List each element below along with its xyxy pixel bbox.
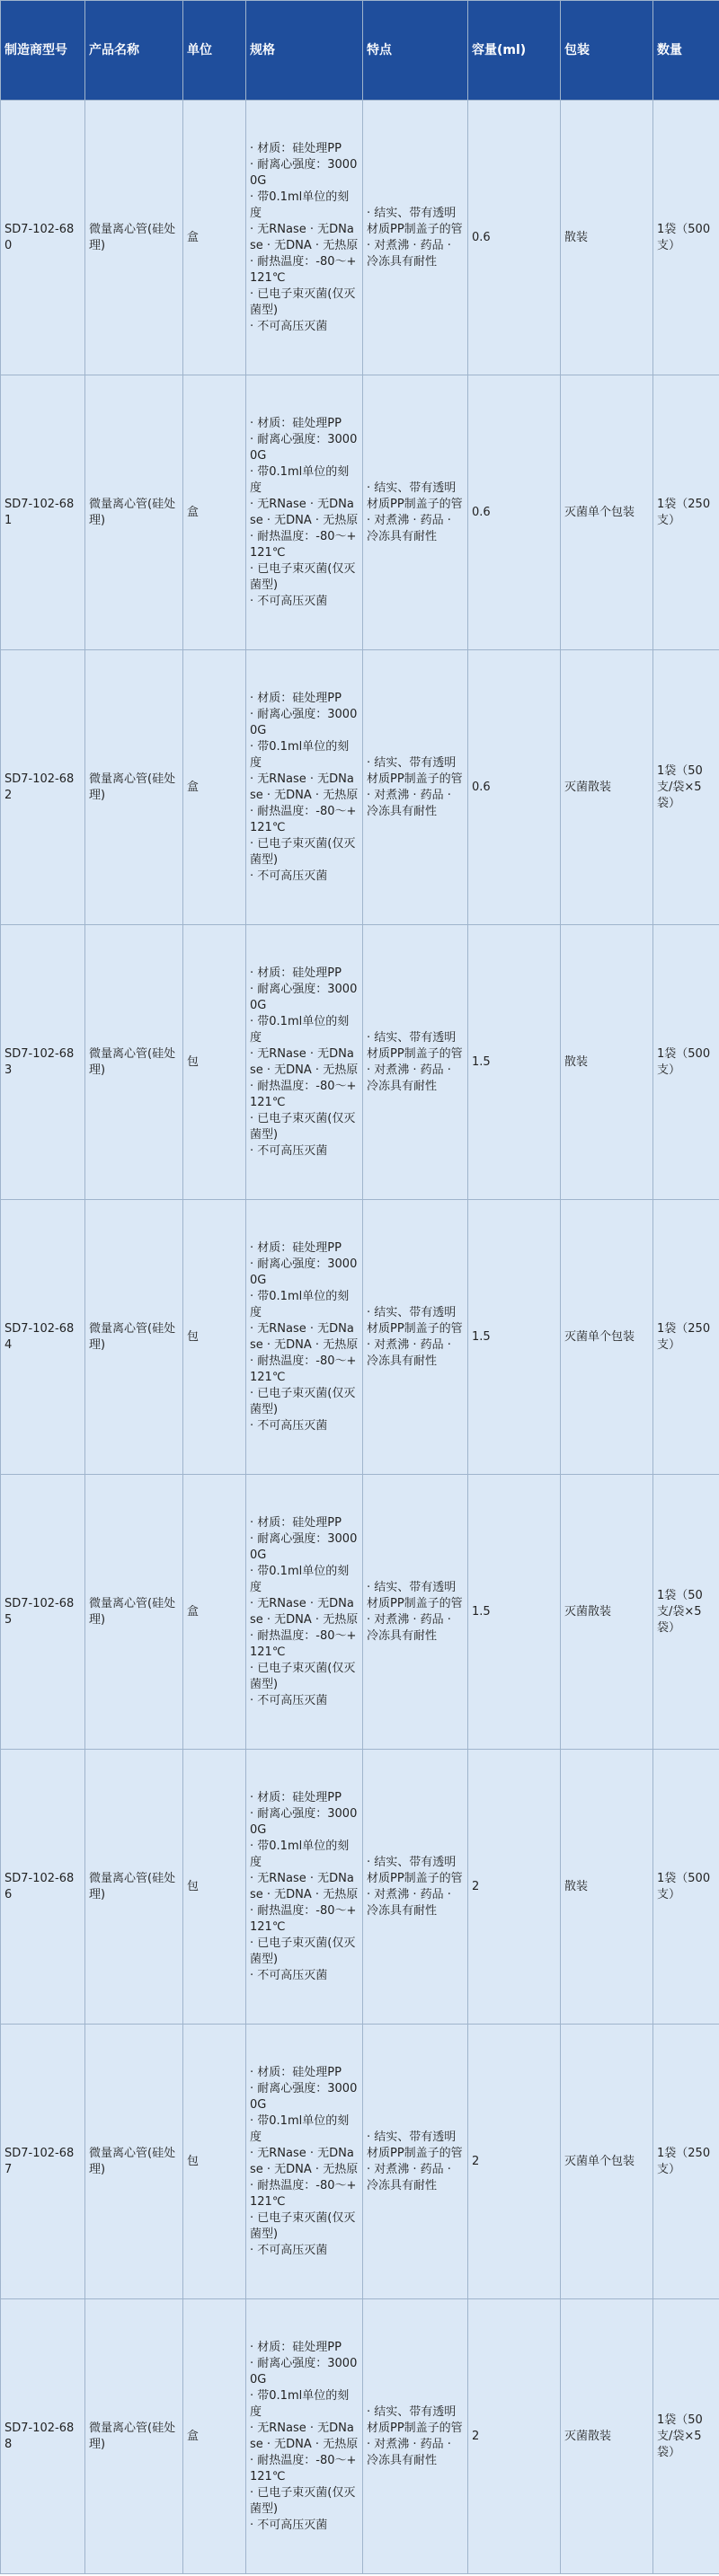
cell-name: 微量离心管(硅处理) (85, 925, 183, 1200)
feat-line: · 对煮沸 · 药品 · 冷冻具有耐性 (367, 2437, 451, 2467)
cell-capacity: 2 (468, 2299, 561, 2574)
feat-line: · 结实、带有透明材质PP制盖子的管 (367, 1030, 463, 1061)
spec-line: · 已电子束灭菌(仅灭菌型) (250, 1936, 356, 1966)
spec-line: · 材质：硅处理PP (250, 141, 342, 155)
cell-feature (363, 925, 468, 1200)
cell-package: 灭菌散装 (561, 2299, 653, 2574)
spec-line: · 耐离心强度：30000G (250, 1257, 358, 1287)
spec-line: · 耐离心强度：30000G (250, 1531, 358, 1562)
cell-capacity: 2 (468, 2025, 561, 2299)
cell-capacity: 1.5 (468, 1200, 561, 1475)
header-model: 制造商型号 (1, 1, 85, 101)
cell-unit: 盒 (183, 375, 246, 650)
spec-line: · 耐离心强度：30000G (250, 2356, 358, 2386)
spec-line: · 耐热温度：-80～+121℃ (250, 2453, 357, 2483)
spec-line: · 耐热温度：-80～+121℃ (250, 1079, 357, 1109)
feat-line: · 对煮沸 · 药品 · 冷冻具有耐性 (367, 513, 451, 543)
cell-unit: 包 (183, 1200, 246, 1475)
spec-line: · 已电子束灭菌(仅灭菌型) (250, 2210, 356, 2241)
spec-line: · 无RNase · 无DNase · 无DNA · 无热原 (250, 1046, 359, 1077)
feat-line: · 结实、带有透明材质PP制盖子的管 (367, 1305, 463, 1336)
spec-line: · 带0.1ml单位的刻度 (250, 2113, 350, 2144)
cell-package: 灭菌单个包装 (561, 1200, 653, 1475)
spec-line: · 无RNase · 无DNase · 无DNA · 无热原 (250, 772, 359, 802)
header-unit: 单位 (183, 1, 246, 101)
spec-line: · 材质：硅处理PP (250, 416, 342, 430)
cell-model: SD7-102-682 (1, 650, 85, 925)
cell-quantity: 1袋（50支/袋×5袋） (653, 650, 719, 925)
cell-capacity: 0.6 (468, 375, 561, 650)
cell-quantity: 1袋（500支） (653, 925, 719, 1200)
cell-package: 灭菌散装 (561, 1475, 653, 1750)
spec-line: · 带0.1ml单位的刻度 (250, 739, 350, 770)
spec-line: · 无RNase · 无DNase · 无DNA · 无热原 (250, 1596, 359, 1627)
cell-model: SD7-102-688 (1, 2299, 85, 2574)
table-row (1, 2299, 719, 2574)
cell-spec (246, 650, 363, 925)
spec-line: · 无RNase · 无DNase · 无DNA · 无热原 (250, 2421, 359, 2451)
cell-name: 微量离心管(硅处理) (85, 1475, 183, 1750)
spec-line: · 耐热温度：-80～+121℃ (250, 804, 357, 834)
header-name: 产品名称 (85, 1, 183, 101)
table-row (1, 101, 719, 375)
cell-unit: 盒 (183, 101, 246, 375)
feat-line: · 结实、带有透明材质PP制盖子的管 (367, 1855, 463, 1885)
feat-line: · 对煮沸 · 药品 · 冷冻具有耐性 (367, 238, 451, 269)
cell-quantity: 1袋（500支） (653, 101, 719, 375)
cell-quantity: 1袋（50支/袋×5袋） (653, 2299, 719, 2574)
cell-spec (246, 101, 363, 375)
cell-capacity: 1.5 (468, 925, 561, 1200)
spec-line: · 不可高压灭菌 (250, 1693, 328, 1707)
cell-unit: 盒 (183, 2299, 246, 2574)
cell-feature (363, 650, 468, 925)
spec-line: · 带0.1ml单位的刻度 (250, 1014, 350, 1045)
spec-line: · 已电子束灭菌(仅灭菌型) (250, 836, 356, 867)
feat-line: · 结实、带有透明材质PP制盖子的管 (367, 1580, 463, 1610)
feat-line: · 对煮沸 · 药品 · 冷冻具有耐性 (367, 788, 451, 818)
spec-line: · 带0.1ml单位的刻度 (250, 1564, 350, 1594)
spec-line: · 耐离心强度：30000G (250, 707, 358, 737)
cell-package: 散装 (561, 925, 653, 1200)
cell-model: SD7-102-687 (1, 2025, 85, 2299)
table-row (1, 925, 719, 1200)
spec-line: · 不可高压灭菌 (250, 1968, 328, 1982)
spec-line: · 不可高压灭菌 (250, 2518, 328, 2532)
spec-line: · 不可高压灭菌 (250, 319, 328, 333)
cell-spec (246, 1750, 363, 2025)
spec-line: · 无RNase · 无DNase · 无DNA · 无热原 (250, 1321, 359, 1352)
cell-unit: 包 (183, 925, 246, 1200)
spec-line: · 耐热温度：-80～+121℃ (250, 529, 357, 560)
table-row (1, 375, 719, 650)
spec-line: · 不可高压灭菌 (250, 2243, 328, 2257)
spec-line: · 带0.1ml单位的刻度 (250, 1839, 350, 1869)
spec-line: · 已电子束灭菌(仅灭菌型) (250, 1661, 356, 1691)
table-body (1, 101, 719, 2574)
cell-name: 微量离心管(硅处理) (85, 101, 183, 375)
cell-name: 微量离心管(硅处理) (85, 650, 183, 925)
feat-line: · 结实、带有透明材质PP制盖子的管 (367, 481, 463, 511)
cell-spec (246, 1475, 363, 1750)
spec-line: · 材质：硅处理PP (250, 691, 342, 705)
spec-line: · 带0.1ml单位的刻度 (250, 1289, 350, 1319)
spec-line: · 无RNase · 无DNase · 无DNA · 无热原 (250, 222, 359, 252)
cell-unit: 包 (183, 1750, 246, 2025)
cell-name: 微量离心管(硅处理) (85, 2025, 183, 2299)
cell-feature (363, 2299, 468, 2574)
feat-line: · 结实、带有透明材质PP制盖子的管 (367, 206, 463, 236)
cell-feature (363, 375, 468, 650)
cell-model: SD7-102-686 (1, 1750, 85, 2025)
cell-unit: 盒 (183, 1475, 246, 1750)
spec-line: · 不可高压灭菌 (250, 1418, 328, 1433)
cell-spec (246, 2299, 363, 2574)
table-header-row (1, 1, 719, 101)
cell-package: 散装 (561, 101, 653, 375)
spec-line: · 不可高压灭菌 (250, 1143, 328, 1158)
spec-line: · 已电子束灭菌(仅灭菌型) (250, 1386, 356, 1416)
table-row (1, 1200, 719, 1475)
cell-model: SD7-102-685 (1, 1475, 85, 1750)
cell-model: SD7-102-680 (1, 101, 85, 375)
spec-line: · 材质：硅处理PP (250, 2065, 342, 2079)
spec-line: · 已电子束灭菌(仅灭菌型) (250, 2485, 356, 2516)
cell-feature (363, 1475, 468, 1750)
spec-line: · 不可高压灭菌 (250, 869, 328, 883)
spec-line: · 耐离心强度：30000G (250, 982, 358, 1012)
cell-model: SD7-102-684 (1, 1200, 85, 1475)
table-row (1, 650, 719, 925)
feat-line: · 结实、带有透明材质PP制盖子的管 (367, 2404, 463, 2435)
spec-line: · 无RNase · 无DNase · 无DNA · 无热原 (250, 1871, 359, 1901)
cell-quantity: 1袋（250支） (653, 1200, 719, 1475)
feat-line: · 结实、带有透明材质PP制盖子的管 (367, 2130, 463, 2160)
cell-package: 散装 (561, 1750, 653, 2025)
table-row (1, 1475, 719, 1750)
spec-line: · 耐热温度：-80～+121℃ (250, 2178, 357, 2209)
cell-name: 微量离心管(硅处理) (85, 1200, 183, 1475)
cell-capacity: 0.6 (468, 650, 561, 925)
cell-spec (246, 925, 363, 1200)
cell-unit: 包 (183, 2025, 246, 2299)
cell-spec (246, 1200, 363, 1475)
feat-line: · 对煮沸 · 药品 · 冷冻具有耐性 (367, 1063, 451, 1093)
spec-line: · 无RNase · 无DNase · 无DNA · 无热原 (250, 497, 359, 527)
cell-package: 灭菌单个包装 (561, 2025, 653, 2299)
table-row (1, 1750, 719, 2025)
cell-name: 微量离心管(硅处理) (85, 375, 183, 650)
spec-line: · 耐离心强度：30000G (250, 1806, 358, 1837)
cell-spec (246, 375, 363, 650)
spec-line: · 已电子束灭菌(仅灭菌型) (250, 561, 356, 592)
cell-spec (246, 2025, 363, 2299)
cell-quantity: 1袋（500支） (653, 1750, 719, 2025)
spec-line: · 耐热温度：-80～+121℃ (250, 1628, 357, 1659)
table-row (1, 2025, 719, 2299)
cell-feature (363, 101, 468, 375)
cell-quantity: 1袋（250支） (653, 2025, 719, 2299)
header-feature: 特点 (363, 1, 468, 101)
cell-feature (363, 1750, 468, 2025)
feat-line: · 对煮沸 · 药品 · 冷冻具有耐性 (367, 1612, 451, 1643)
spec-line: · 耐离心强度：30000G (250, 2081, 358, 2112)
feat-line: · 对煮沸 · 药品 · 冷冻具有耐性 (367, 1887, 451, 1918)
spec-line: · 耐热温度：-80～+121℃ (250, 254, 357, 285)
spec-line: · 材质：硅处理PP (250, 1790, 342, 1804)
cell-feature (363, 1200, 468, 1475)
cell-quantity: 1袋（50支/袋×5袋） (653, 1475, 719, 1750)
feat-line: · 对煮沸 · 药品 · 冷冻具有耐性 (367, 1337, 451, 1368)
cell-model: SD7-102-683 (1, 925, 85, 1200)
spec-line: · 耐离心强度：30000G (250, 432, 358, 463)
header-capacity: 容量(ml) (468, 1, 561, 101)
cell-unit: 盒 (183, 650, 246, 925)
cell-capacity: 1.5 (468, 1475, 561, 1750)
spec-line: · 带0.1ml单位的刻度 (250, 2388, 350, 2419)
cell-capacity: 2 (468, 1750, 561, 2025)
spec-line: · 耐离心强度：30000G (250, 157, 358, 188)
spec-line: · 材质：硅处理PP (250, 966, 342, 980)
feat-line: · 对煮沸 · 药品 · 冷冻具有耐性 (367, 2162, 451, 2192)
header-spec: 规格 (246, 1, 363, 101)
cell-name: 微量离心管(硅处理) (85, 2299, 183, 2574)
cell-name: 微量离心管(硅处理) (85, 1750, 183, 2025)
spec-line: · 材质：硅处理PP (250, 2340, 342, 2354)
spec-line: · 耐热温度：-80～+121℃ (250, 1354, 357, 1384)
spec-line: · 已电子束灭菌(仅灭菌型) (250, 287, 356, 317)
header-package: 包装 (561, 1, 653, 101)
cell-feature (363, 2025, 468, 2299)
cell-quantity: 1袋（250支） (653, 375, 719, 650)
spec-line: · 带0.1ml单位的刻度 (250, 190, 350, 220)
header-quantity: 数量 (653, 1, 719, 101)
spec-line: · 带0.1ml单位的刻度 (250, 464, 350, 495)
spec-line: · 材质：硅处理PP (250, 1240, 342, 1255)
spec-line: · 已电子束灭菌(仅灭菌型) (250, 1111, 356, 1142)
cell-capacity: 0.6 (468, 101, 561, 375)
spec-line: · 材质：硅处理PP (250, 1515, 342, 1530)
feat-line: · 结实、带有透明材质PP制盖子的管 (367, 755, 463, 786)
spec-line: · 无RNase · 无DNase · 无DNA · 无热原 (250, 2146, 359, 2176)
cell-package: 灭菌散装 (561, 650, 653, 925)
spec-line: · 不可高压灭菌 (250, 594, 328, 608)
cell-package: 灭菌单个包装 (561, 375, 653, 650)
spec-line: · 耐热温度：-80～+121℃ (250, 1903, 357, 1934)
cell-model: SD7-102-681 (1, 375, 85, 650)
